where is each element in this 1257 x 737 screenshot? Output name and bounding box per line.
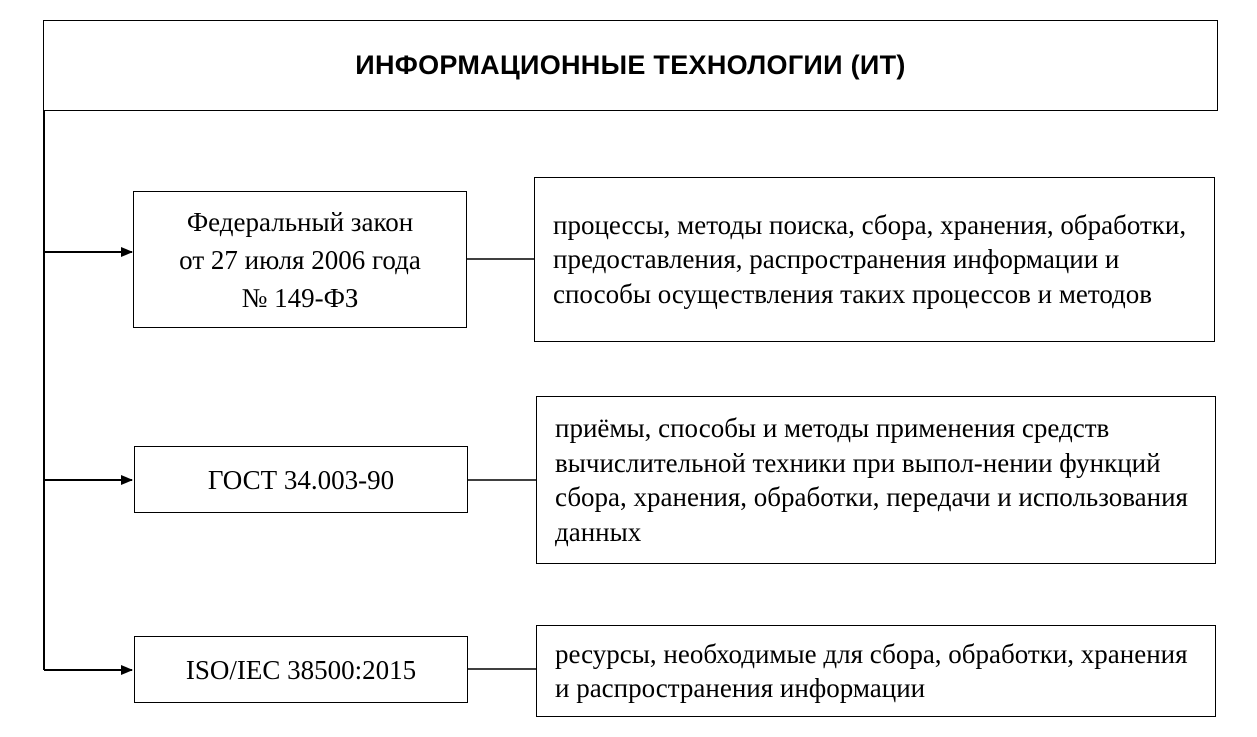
source-box-federal-law bbox=[133, 191, 467, 328]
source-label: ISO/IEC 38500:2015 bbox=[185, 654, 417, 685]
definition-box-federal-law bbox=[534, 177, 1215, 342]
source-label: Федеральный закон от 27 июля 2006 года № 149-ФЗ bbox=[179, 206, 421, 313]
definition-text: приёмы, способы и методы применения средств вычислительной техники при выпол-нении функций сбора, хранения, обработки, передачи и использования данных bbox=[555, 413, 1188, 547]
source-box-iso bbox=[134, 636, 468, 703]
source-box-gost bbox=[134, 446, 468, 513]
definition-box-iso bbox=[536, 625, 1216, 717]
source-label: ГОСТ 34.003-90 bbox=[207, 464, 395, 495]
title-box bbox=[43, 20, 1218, 111]
definition-box-gost bbox=[536, 396, 1216, 564]
definition-text: процессы, методы поиска, сбора, хранения, обработки, предоставления, распространения информации и способы осуществления таких процессов и методов bbox=[553, 209, 1187, 309]
definition-text: ресурсы, необходимые для сбора, обработки, хранения и распространения информации bbox=[555, 638, 1188, 703]
diagram-title: ИНФОРМАЦИОННЫЕ ТЕХНОЛОГИИ (ИТ) bbox=[355, 50, 906, 80]
